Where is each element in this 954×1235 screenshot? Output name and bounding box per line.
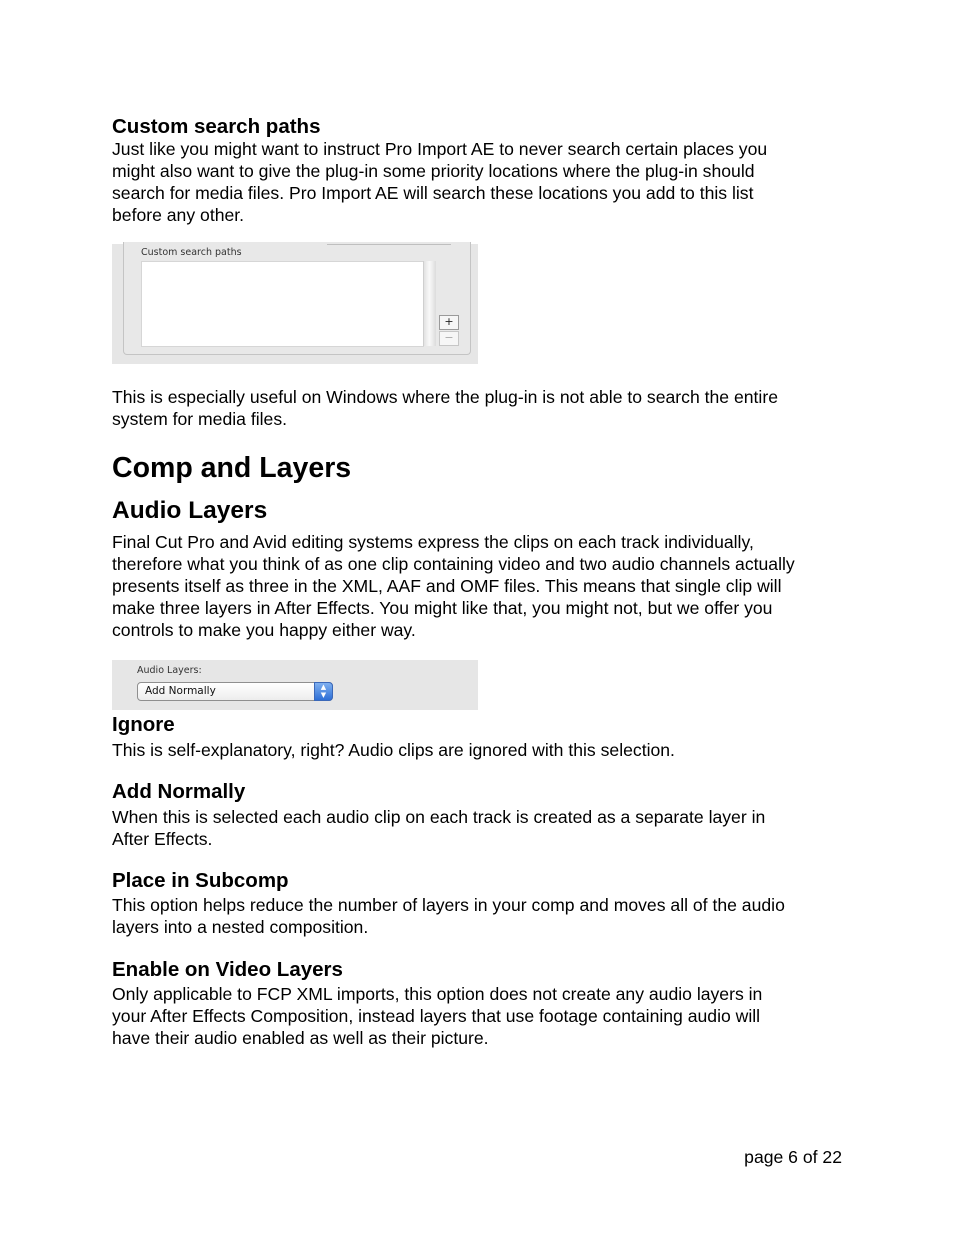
place-in-subcomp-paragraph [112, 894, 852, 938]
text-line: search for media files. Pro Import AE will search these locations you add to this list [112, 183, 754, 203]
add-path-button[interactable]: + [439, 315, 459, 330]
heading-place-in-subcomp: Place in Subcomp [112, 869, 289, 892]
audio-layers-panel [112, 660, 478, 710]
add-normally-paragraph [112, 806, 852, 850]
text-line: layers into a nested composition. [112, 917, 369, 937]
text-line: Just like you might want to instruct Pro Import AE to never search certain places you [112, 139, 768, 159]
text-line: have their audio enabled as well as their picture. [112, 1028, 489, 1048]
enable-on-video-layers-paragraph [112, 983, 852, 1049]
text-line: therefore what you think of as one clip containing video and two audio channels actually [112, 554, 795, 574]
text-line: This is especially useful on Windows where the plug-in is not able to search the entire [112, 387, 778, 407]
custom-search-paths-panel [112, 244, 478, 364]
custom-search-paths-paragraph [112, 138, 852, 226]
remove-path-button[interactable]: − [439, 331, 459, 346]
audio-layers-select[interactable] [137, 682, 333, 701]
text-line: This is self-explanatory, right? Audio clips are ignored with this selection. [112, 740, 675, 760]
updown-arrows-icon: ▲ ▼ [314, 682, 333, 701]
ignore-paragraph [112, 739, 852, 761]
heading-ignore: Ignore [112, 713, 175, 736]
text-line: Final Cut Pro and Avid editing systems express the clips on each track individually, [112, 532, 754, 552]
audio-layers-label: Audio Layers: [137, 665, 202, 676]
custom-search-paths-label: Custom search paths [141, 247, 242, 258]
panel-divider [327, 244, 451, 245]
text-line: When this is selected each audio clip on each track is created as a separate layer in [112, 807, 766, 827]
heading-audio-layers: Audio Layers [112, 497, 268, 524]
heading-custom-search-paths: Custom search paths [112, 115, 321, 138]
text-line: This option helps reduce the number of layers in your comp and moves all of the audio [112, 895, 785, 915]
search-paths-list[interactable] [141, 261, 424, 347]
text-line: might also want to give the plug-in some priority locations where the plug-in should [112, 161, 755, 181]
text-line: system for media files. [112, 409, 288, 429]
heading-enable-on-video-layers: Enable on Video Layers [112, 958, 343, 981]
heading-comp-and-layers: Comp and Layers [112, 452, 352, 484]
page-number: page 6 of 22 [744, 1147, 842, 1167]
search-paths-scrollbar[interactable] [423, 261, 436, 346]
text-line: presents itself as three in the XML, AAF and OMF files. This means that single clip will [112, 576, 782, 596]
text-line: make three layers in After Effects. You might like that, you might not, but we offer you [112, 598, 773, 618]
heading-add-normally: Add Normally [112, 780, 246, 803]
text-line: your After Effects Composition, instead layers that use footage containing audio will [112, 1006, 761, 1026]
audio-layers-paragraph [112, 531, 852, 641]
text-line: After Effects. [112, 829, 213, 849]
audio-layers-selected-value: Add Normally [145, 685, 216, 697]
text-line: Only applicable to FCP XML imports, this option does not create any audio layers in [112, 984, 763, 1004]
windows-note-paragraph [112, 386, 852, 430]
text-line: before any other. [112, 205, 245, 225]
text-line: controls to make you happy either way. [112, 620, 416, 640]
